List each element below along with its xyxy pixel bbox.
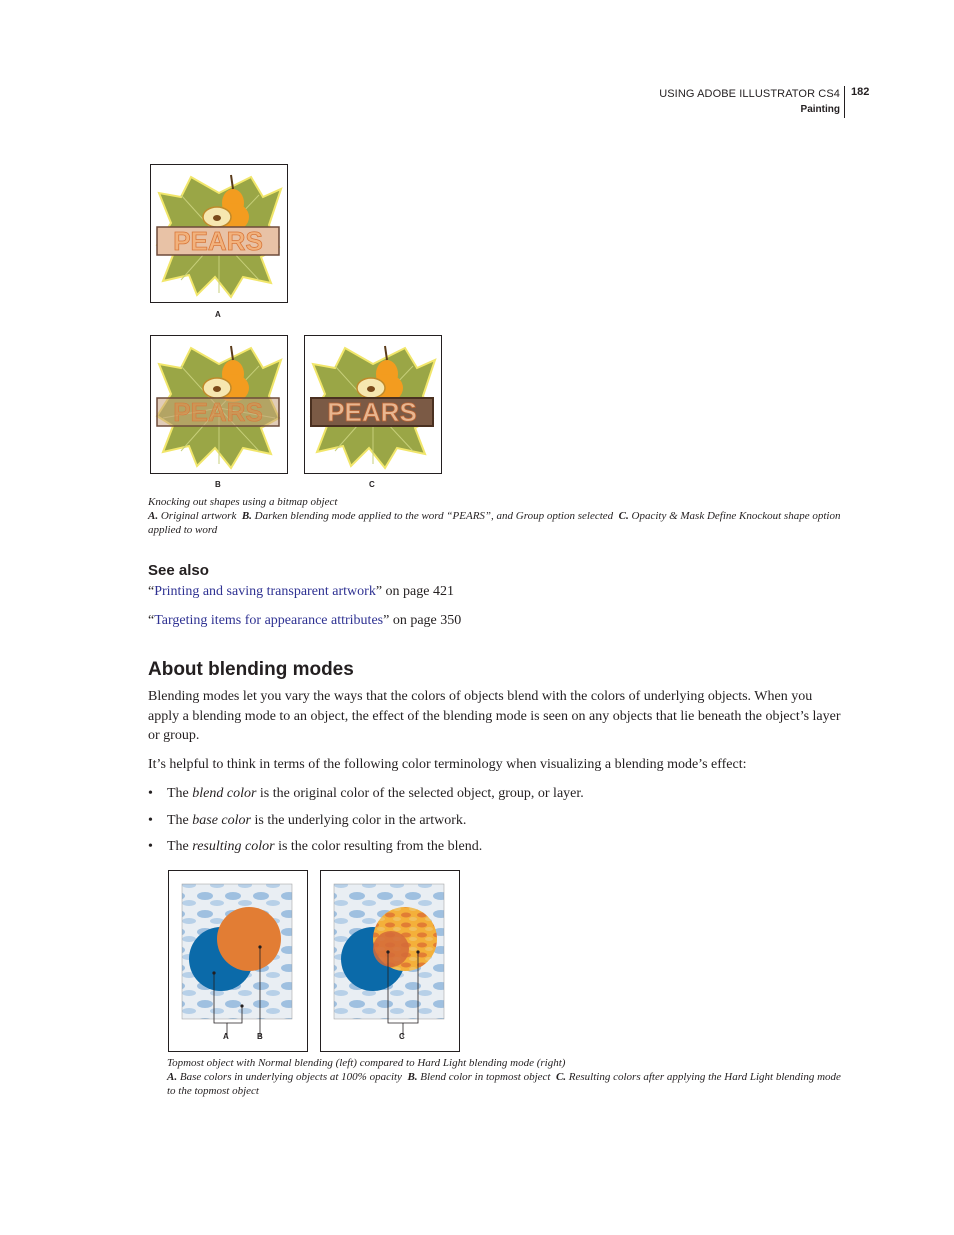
see-also-link-row-1: “Printing and saving transparent artwork” on page 421 (148, 584, 454, 599)
blend-hard-light-illustration (320, 870, 460, 1052)
running-header-section: Painting (800, 104, 840, 115)
bullet-base-color: • The base color is the underlying color in the artwork. (148, 813, 467, 828)
bullet-resulting-color: • The resulting color is the color resulting from the blend. (148, 839, 483, 854)
figure1-caption-items: A. Original artwork B. Darken blending mode applied to the word “PEARS”, and Group option selected C. Opacity & Mask Define Knockout shape option applied to word (148, 510, 841, 536)
figure1-label-c: C (369, 480, 375, 489)
pears-artwork-darken (150, 335, 288, 474)
see-also-heading: See also (148, 562, 209, 579)
pears-wordmark: PEARS (173, 397, 263, 427)
pears-artwork-original (150, 164, 288, 303)
pears-banner (157, 226, 279, 256)
section-heading: About blending modes (148, 659, 354, 680)
section-paragraph-1: Blending modes let you vary the ways that the colors of objects blend with the colors of underlying objects. When you apply a blending mode to an object, the effect of the blending mode is seen on any objects that lie beneath the object’s layer or group. (148, 689, 841, 743)
figure2-caption-title: Topmost object with Normal blending (left) compared to Hard Light blending mode (right) (167, 1057, 566, 1069)
figure1-label-a: A (215, 310, 221, 319)
header-divider (844, 86, 845, 118)
see-also-link-row-2: “Targeting items for appearance attributes” on page 350 (148, 613, 462, 628)
figure2-label-b: B (257, 1032, 263, 1041)
figure1-caption-title: Knocking out shapes using a bitmap object (148, 496, 338, 508)
running-header-title: USING ADOBE ILLUSTRATOR CS4 (659, 88, 840, 100)
pears-artwork-knockout (304, 335, 442, 474)
pears-banner (311, 397, 433, 427)
pears-banner (157, 397, 279, 427)
link-targeting-items-appearance[interactable]: Targeting items for appearance attributes (154, 613, 384, 628)
link-printing-transparent-artwork[interactable]: Printing and saving transparent artwork (154, 584, 376, 599)
overlap-region (373, 931, 409, 967)
pears-wordmark: PEARS (173, 226, 263, 256)
figure2-label-c: C (399, 1032, 405, 1041)
page-number: 182 (851, 86, 870, 98)
bullet-blend-color: • The blend color is the original color of the selected object, group, or layer. (148, 786, 584, 801)
blend-normal-illustration (168, 870, 308, 1052)
figure1-caption (148, 495, 848, 537)
pears-wordmark: PEARS (327, 397, 417, 427)
figure1-label-b: B (215, 480, 221, 489)
blend-circle-orange (217, 907, 281, 971)
figure2-label-a: A (223, 1032, 229, 1041)
section-paragraph-2: It’s helpful to think in terms of the following color terminology when visualizing a blending mode’s effect: (148, 757, 747, 772)
figure2-caption (167, 1056, 847, 1098)
figure2-caption-items: A. Base colors in underlying objects at 100% opacity B. Blend color in topmost object C. Resulting colors after applying the Hard Light blending mode to the topmost object (167, 1071, 841, 1097)
